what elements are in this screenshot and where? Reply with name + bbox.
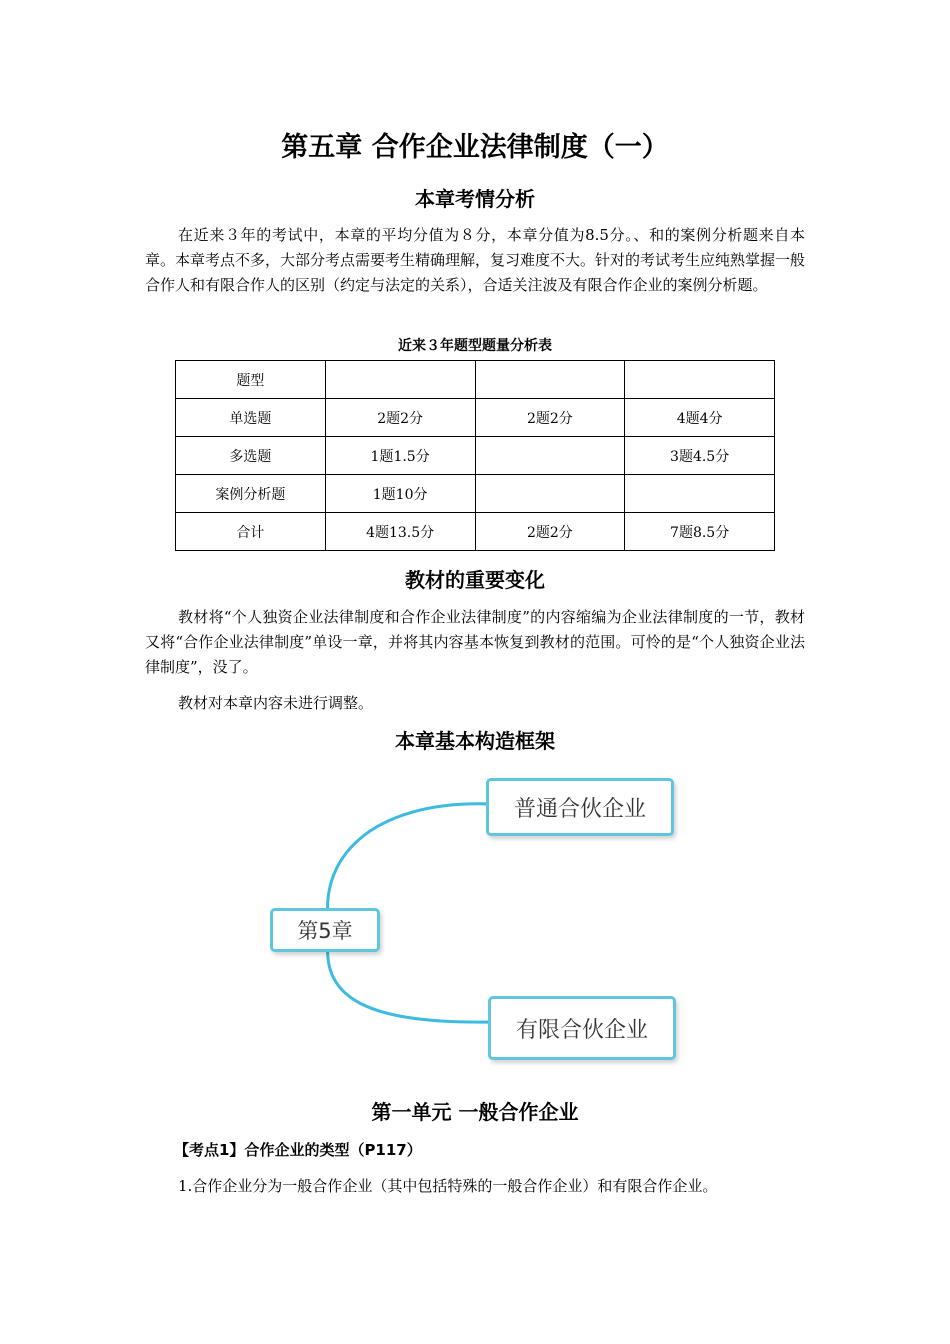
section-heading-exam-analysis: 本章考情分析 <box>415 187 535 211</box>
table-cell <box>625 475 775 513</box>
list-item: 1.合作企业分为一般合作企业（其中包括特殊的一般合作企业）和有限合作企业。 <box>178 1177 718 1195</box>
section-heading-framework: 本章基本构造框架 <box>395 729 555 753</box>
section-heading-textbook-changes: 教材的重要变化 <box>405 568 545 592</box>
table-cell: 3题4.5分 <box>625 437 775 475</box>
unit-heading: 第一单元 一般合作企业 <box>371 1100 579 1124</box>
table-row <box>176 437 775 475</box>
table-row <box>176 475 775 513</box>
paragraph-text: 教材对本章内容未进行调整。 <box>178 694 374 712</box>
table-header-row <box>176 361 775 399</box>
table-cell: 合计 <box>176 513 326 551</box>
table-cell: 4题4分 <box>625 399 775 437</box>
table-cell <box>475 475 625 513</box>
table-cell <box>325 361 475 399</box>
paragraph-text: 在近来３年的考试中，本章的平均分值为８分，本章分值为8.5分。、和的案例分析题来自本章。本章考点不多，大部分考点需要考生精确理解，复习难度不大。针对的考试考生应纯熟掌握一般合作人和有限合作人的区别（约定与法定的关系），合适关注波及有限合作企业的案例分析题。 <box>145 226 806 294</box>
table-cell: 单选题 <box>176 399 326 437</box>
table-cell: 2题2分 <box>475 513 625 551</box>
table-cell: 多选题 <box>176 437 326 475</box>
table-caption: 近来３年题型题量分析表 <box>398 338 552 354</box>
chapter-title: 第五章 合作企业法律制度（一） <box>281 132 669 163</box>
paragraph-text: 教材将“个人独资企业法律制度和合作企业法律制度”的内容缩编为企业法律制度的一节，教材又将“合作企业法律制度”单设一章，并将其内容基本恢复到教材的范围。可怜的是“个人独资企业法律制度”，没了。 <box>145 608 805 676</box>
table-cell <box>625 361 775 399</box>
chapter-mindmap <box>260 770 690 1070</box>
table-cell: 案例分析题 <box>176 475 326 513</box>
node-label: 普通合伙企业 <box>513 796 646 822</box>
table-cell <box>475 361 625 399</box>
node-label: 有限合伙企业 <box>515 1017 648 1043</box>
table-cell: 2题2分 <box>325 399 475 437</box>
table-cell: 1题1.5分 <box>325 437 475 475</box>
mindmap-node-limited-partnership <box>488 996 676 1060</box>
table-cell: 7题8.5分 <box>625 513 775 551</box>
exam-point-title: 【考点1】合作企业的类型（P117） <box>174 1141 422 1159</box>
table-cell: 2题2分 <box>475 399 625 437</box>
exam-analysis-paragraph <box>145 223 805 298</box>
table-cell: 题型 <box>176 361 326 399</box>
textbook-adjustment-paragraph <box>145 691 805 716</box>
question-type-table <box>175 360 775 551</box>
textbook-changes-paragraph <box>145 605 805 680</box>
mindmap-root-node <box>270 908 380 952</box>
table-cell: 1题10分 <box>325 475 475 513</box>
table-cell <box>475 437 625 475</box>
table-row <box>176 513 775 551</box>
table-row <box>176 399 775 437</box>
mindmap-node-general-partnership <box>486 778 674 836</box>
root-label: 第5章 <box>297 919 353 943</box>
table-cell: 4题13.5分 <box>325 513 475 551</box>
